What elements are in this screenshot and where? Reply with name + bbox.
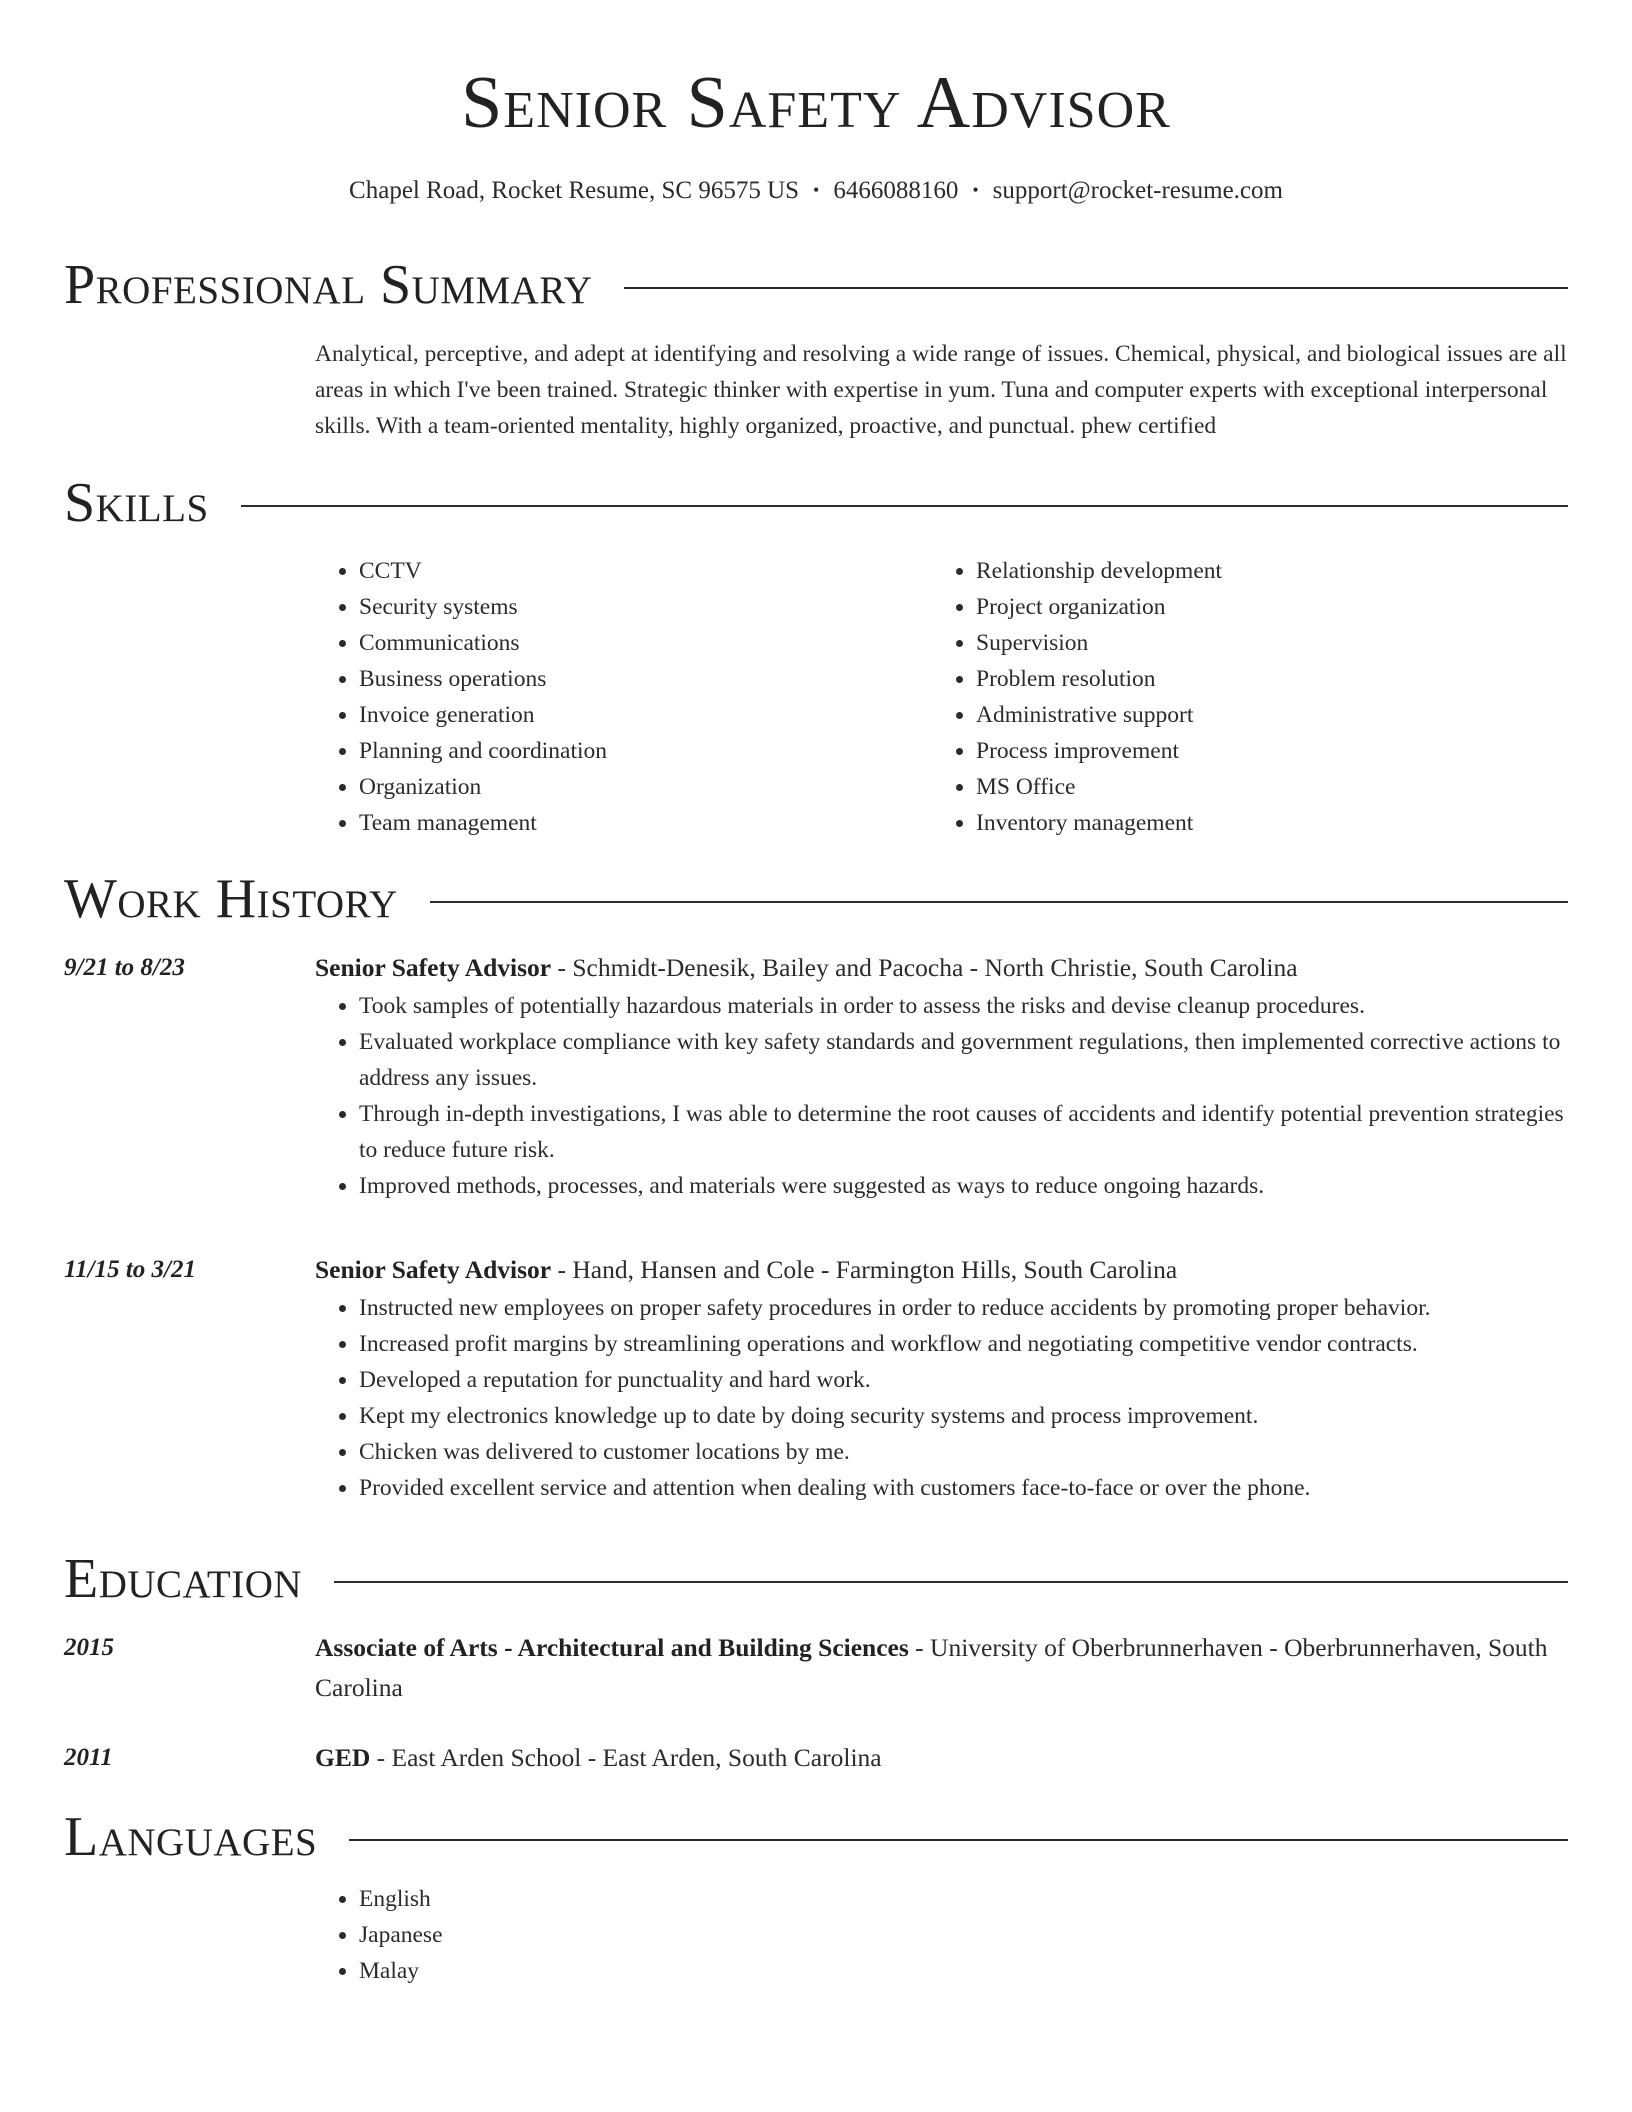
education-year: 2015 [64,1634,114,1661]
section-heading-summary [64,250,1568,320]
skill-item: • Relationship development [976,553,1568,589]
duty-item: • Instructed new employees on proper safety procedures in order to reduce accidents by promoting proper behavior. [359,1290,1568,1326]
skill-item: • Process improvement [976,733,1568,769]
job-title: Senior Safety Advisor [315,953,552,982]
job-dates: 11/15 to 3/21 [64,1256,196,1283]
duty-item: • Developed a reputation for punctuality and hard work. [359,1362,1568,1398]
job-title-line [315,948,1568,988]
bullet-separator: • [813,180,820,200]
skills-grid [315,553,1568,841]
skill-item: • Administrative support [976,697,1568,733]
duty-item: • Kept my electronics knowledge up to date by doing security systems and process improvement. [359,1398,1568,1434]
duty-item: • Chicken was delivered to customer locations by me. [359,1434,1568,1470]
job-title-line [315,1250,1568,1290]
skill-item: • Communications [359,625,932,661]
section-divider [241,505,1568,507]
section-heading-languages [64,1802,1568,1872]
skill-item: • Problem resolution [976,661,1568,697]
duty-item: • Took samples of potentially hazardous materials in order to assess the risks and devise cleanup procedures. [359,988,1568,1024]
job-entry [315,1250,1568,1506]
section-heading-work-history [64,864,1568,934]
skill-item: • Inventory management [976,805,1568,841]
skill-item: • Project organization [976,589,1568,625]
section-divider [430,901,1568,903]
skills-list-left [315,553,932,841]
skill-item: • CCTV [359,553,932,589]
job-dates: 9/21 to 8/23 [64,954,185,981]
skills-list-right [932,553,1568,841]
education-line [315,1628,1568,1708]
school-location: - University of Oberbrunnerhaven - Oberbrunnerhaven, South Carolina [315,1633,1548,1702]
section-title: Languages [64,1806,318,1868]
education-entry [315,1738,1568,1778]
job-employer-location: - Hand, Hansen and Cole - Farmington Hills, South Carolina [551,1255,1178,1284]
languages-block [315,1881,1568,1989]
skill-item: • Invoice generation [359,697,932,733]
skill-item: • MS Office [976,769,1568,805]
duty-item: • Provided excellent service and attention when dealing with customers face-to-face or over the phone. [359,1470,1568,1506]
language-item: • Malay [359,1953,1568,1989]
job-duties-list [315,988,1568,1204]
language-item: • English [359,1881,1568,1917]
job-entry [315,948,1568,1204]
section-title: Work History [64,868,398,930]
section-heading-skills [64,468,1568,538]
duty-item: • Increased profit margins by streamlining operations and workflow and negotiating competitive vendor contracts. [359,1326,1568,1362]
section-divider [624,287,1568,289]
section-heading-education [64,1544,1568,1614]
resume-name: Senior Safety Advisor [461,62,1171,144]
degree: GED [315,1743,371,1772]
job-employer-location: - Schmidt-Denesik, Bailey and Pacocha - North Christie, South Carolina [551,953,1298,982]
duty-item: • Improved methods, processes, and materials were suggested as ways to reduce ongoing hazards. [359,1168,1568,1204]
skill-item: • Planning and coordination [359,733,932,769]
section-title: Skills [64,472,209,534]
duty-item: • Evaluated workplace compliance with key safety standards and government regulations, then implemented corrective actions to address any issues. [359,1024,1568,1096]
job-duties-list [315,1290,1568,1506]
section-divider [334,1581,1568,1583]
education-entry [315,1628,1568,1708]
job-title: Senior Safety Advisor [315,1255,552,1284]
summary-text: Analytical, perceptive, and adept at identifying and resolving a wide range of issues. Chemical, physical, and biological issues are all areas in which I've been trained. Strategic thinker with expertise in yum. Tuna and computer experts with exceptional interpersonal skills. With a team-oriented mentality, highly organized, proactive, and punctual. phew certified [315,341,1567,439]
duty-item: • Through in-depth investigations, I was able to determine the root causes of accidents and identify potential prevention strategies to reduce future risk. [359,1096,1568,1168]
school-location: - East Arden School - East Arden, South Carolina [370,1743,882,1772]
skill-item: • Team management [359,805,932,841]
contact-email: support@rocket-resume.com [992,177,1283,204]
languages-list [315,1881,1568,1989]
summary-block [315,336,1568,444]
bullet-separator: • [972,180,979,200]
skill-item: • Business operations [359,661,932,697]
contact-phone: 6466088160 [833,177,959,204]
language-item: • Japanese [359,1917,1568,1953]
skill-item: • Security systems [359,589,932,625]
section-title: Education [64,1548,303,1610]
skills-block [315,553,1568,841]
degree: Associate of Arts - Architectural and Building Sciences [315,1633,909,1662]
skill-item: • Supervision [976,625,1568,661]
section-title: Professional Summary [64,254,593,316]
contact-line [0,174,1632,209]
education-line [315,1738,1568,1778]
section-divider [349,1839,1568,1841]
skill-item: • Organization [359,769,932,805]
education-year: 2011 [64,1744,113,1771]
contact-address: Chapel Road, Rocket Resume, SC 96575 US [349,177,800,204]
